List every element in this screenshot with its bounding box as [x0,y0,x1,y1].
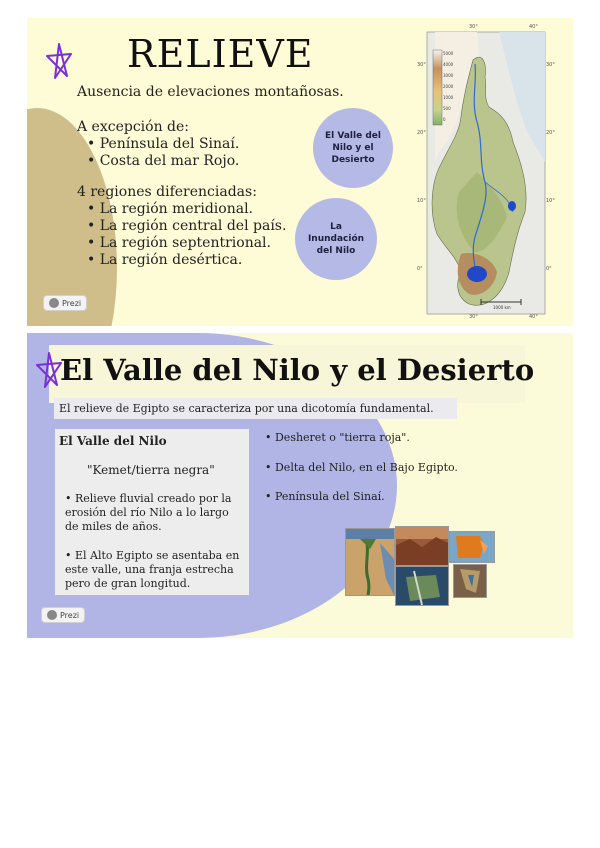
map-tick: 20° [417,130,426,136]
list-item: • La región septentrional. [87,235,271,251]
map-tick: 20° [546,130,555,136]
list-item: • Península del Sinaí. [87,136,240,152]
list-item: • La región central del país. [87,218,287,234]
list-item: • La región meridional. [87,201,254,217]
regions-heading: 4 regiones diferenciadas: [77,184,257,200]
egypt-map-image[interactable] [449,531,495,563]
panel-heading: El Valle del Nilo [59,434,167,448]
prezi-label: Prezi [62,298,82,308]
scale-label: 1000 km [493,305,511,310]
nile-basin-map [417,22,557,320]
panel-bullet: • Relieve fluvial creado por la erosión del río Nilo a lo largo de miles de años. [65,492,232,533]
satellite-image-egypt[interactable] [345,528,395,596]
map-tick: 10° [417,198,426,204]
desert-landscape-image[interactable] [395,526,449,566]
list-item: • La región desértica. [87,252,243,268]
map-tick: 0° [417,266,423,272]
elevation-legend [443,48,453,125]
prezi-logo-icon [47,610,57,620]
map-tick: 30° [546,62,555,68]
legend-value: 500 [443,106,451,111]
prezi-badge[interactable] [43,295,87,311]
circle-label: La Inundación del Nilo [307,222,365,256]
star-doodle-icon [45,42,73,80]
circle-inundacion-del-nilo[interactable] [295,198,377,280]
map-tick: 40° [529,24,538,30]
circle-label: El Valle del Nilo y el Desierto [325,131,381,165]
star-doodle-icon [35,351,63,389]
subtitle: El relieve de Egipto se caracteriza por una dicotomía fundamental. [59,402,434,415]
legend-value: 1000 [443,95,454,100]
prezi-label: Prezi [60,610,80,620]
prezi-logo-icon [49,298,59,308]
sinai-peninsula-image[interactable] [453,564,487,598]
prezi-badge[interactable] [41,607,85,623]
right-bullet: • Desheret o "tierra roja". [265,431,410,444]
legend-value: 5000 [443,51,454,56]
exception-list [87,136,239,170]
slide-title: RELIEVE [127,32,314,76]
legend-value: 2000 [443,84,454,89]
map-tick: 30° [469,314,478,320]
slide-relieve [27,18,573,326]
map-tick: 30° [469,24,478,30]
panel-bullet: • El Alto Egipto se asentaba en este valle, una franja estrecha pero de gran longitud. [65,549,240,590]
nile-delta-image[interactable] [395,566,449,606]
slide-valle-del-nilo [27,333,573,638]
intro-line: Ausencia de elevaciones montañosas. [77,84,344,100]
right-bullet: • Delta del Nilo, en el Bajo Egipto. [265,461,458,474]
slide-title: El Valle del Nilo y el Desierto [60,353,535,387]
legend-value: 4000 [443,62,454,67]
map-tick: 40° [529,314,538,320]
regions-list [87,201,286,269]
list-item: • Costa del mar Rojo. [87,153,240,169]
legend-value: 0 [443,117,446,122]
map-tick: 0° [546,266,552,272]
panel-quote: "Kemet/tierra negra" [87,463,215,477]
map-tick: 30° [417,62,426,68]
map-tick: 10° [546,198,555,204]
right-bullet: • Península del Sinaí. [265,490,385,503]
exception-heading: A excepción de: [77,119,190,135]
circle-valle-del-nilo[interactable] [313,108,393,188]
legend-value: 3000 [443,73,454,78]
